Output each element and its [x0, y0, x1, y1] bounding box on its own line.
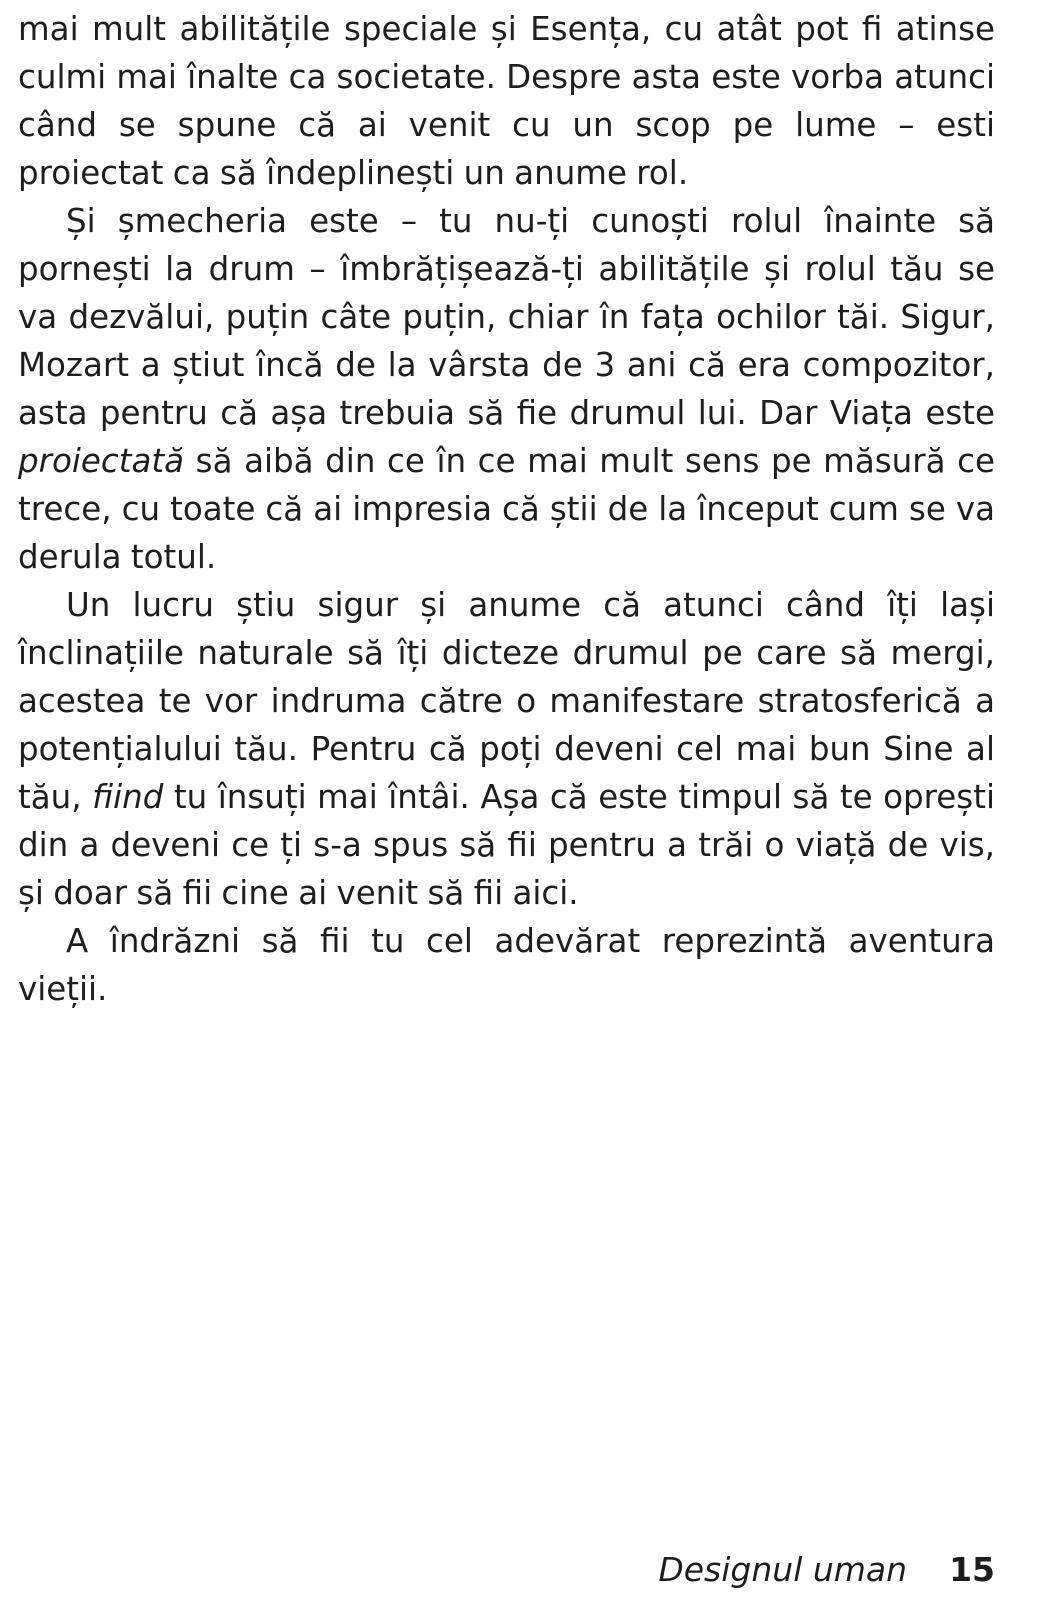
- paragraph-2: [18, 197, 995, 581]
- paragraph-1-text: mai mult abilitățile speciale și Esența, cu atât pot fi atinse culmi mai înalte ca societate. Despre asta este vorba atunci când se spune că ai venit cu un scop pe lume – esti proiectat ca să îndeplinești un anume rol.: [18, 10, 995, 192]
- paragraph-2-text-end: să aibă din ce în ce mai mult sens pe măsură ce trece, cu toate că ai impresia că știi de la început cum se va derula totul.: [18, 442, 995, 576]
- paragraph-2-italic-word: proiectată: [18, 442, 185, 480]
- paragraph-3-italic-word: fiind: [92, 778, 164, 816]
- body-text: [18, 5, 995, 1013]
- page-footer: [658, 1548, 995, 1592]
- running-title: Designul uman: [658, 1550, 908, 1589]
- paragraph-1: [18, 5, 995, 197]
- paragraph-3: [18, 581, 995, 917]
- paragraph-3-text-end: tu însuți mai întâi. Așa că este timpul să te oprești din a deveni ce ți s-a spus să fii pentru a trăi o viață de vis, și doar să fii cine ai venit să fii aici.: [18, 778, 995, 912]
- paragraph-4: [18, 917, 995, 1013]
- paragraph-3-text-start: Un lucru știu sigur și anume că atunci când îți lași înclinațiile naturale să îți dicteze drumul pe care să mergi, acestea te vor indruma către o manifestare stratosferică a potențialului tău. Pentru că poți deveni cel mai bun Sine al tău,: [18, 586, 995, 816]
- page-number: 15: [949, 1550, 995, 1589]
- paragraph-4-text: A îndrăzni să fii tu cel adevărat reprezintă aventura vieții.: [18, 922, 995, 1008]
- paragraph-2-text-start: Și șmecheria este – tu nu-ți cunoști rolul înainte să pornești la drum – îmbrățișează-ți abilitățile și rolul tău se va dezvălui, puțin câte puțin, chiar în fața ochilor tăi. Sigur, Mozart a știut încă de la vârsta de 3 ani că era compozitor, asta pentru că așa trebuia să fie drumul lui. Dar Viața este: [18, 202, 995, 432]
- book-page: [18, 0, 995, 1600]
